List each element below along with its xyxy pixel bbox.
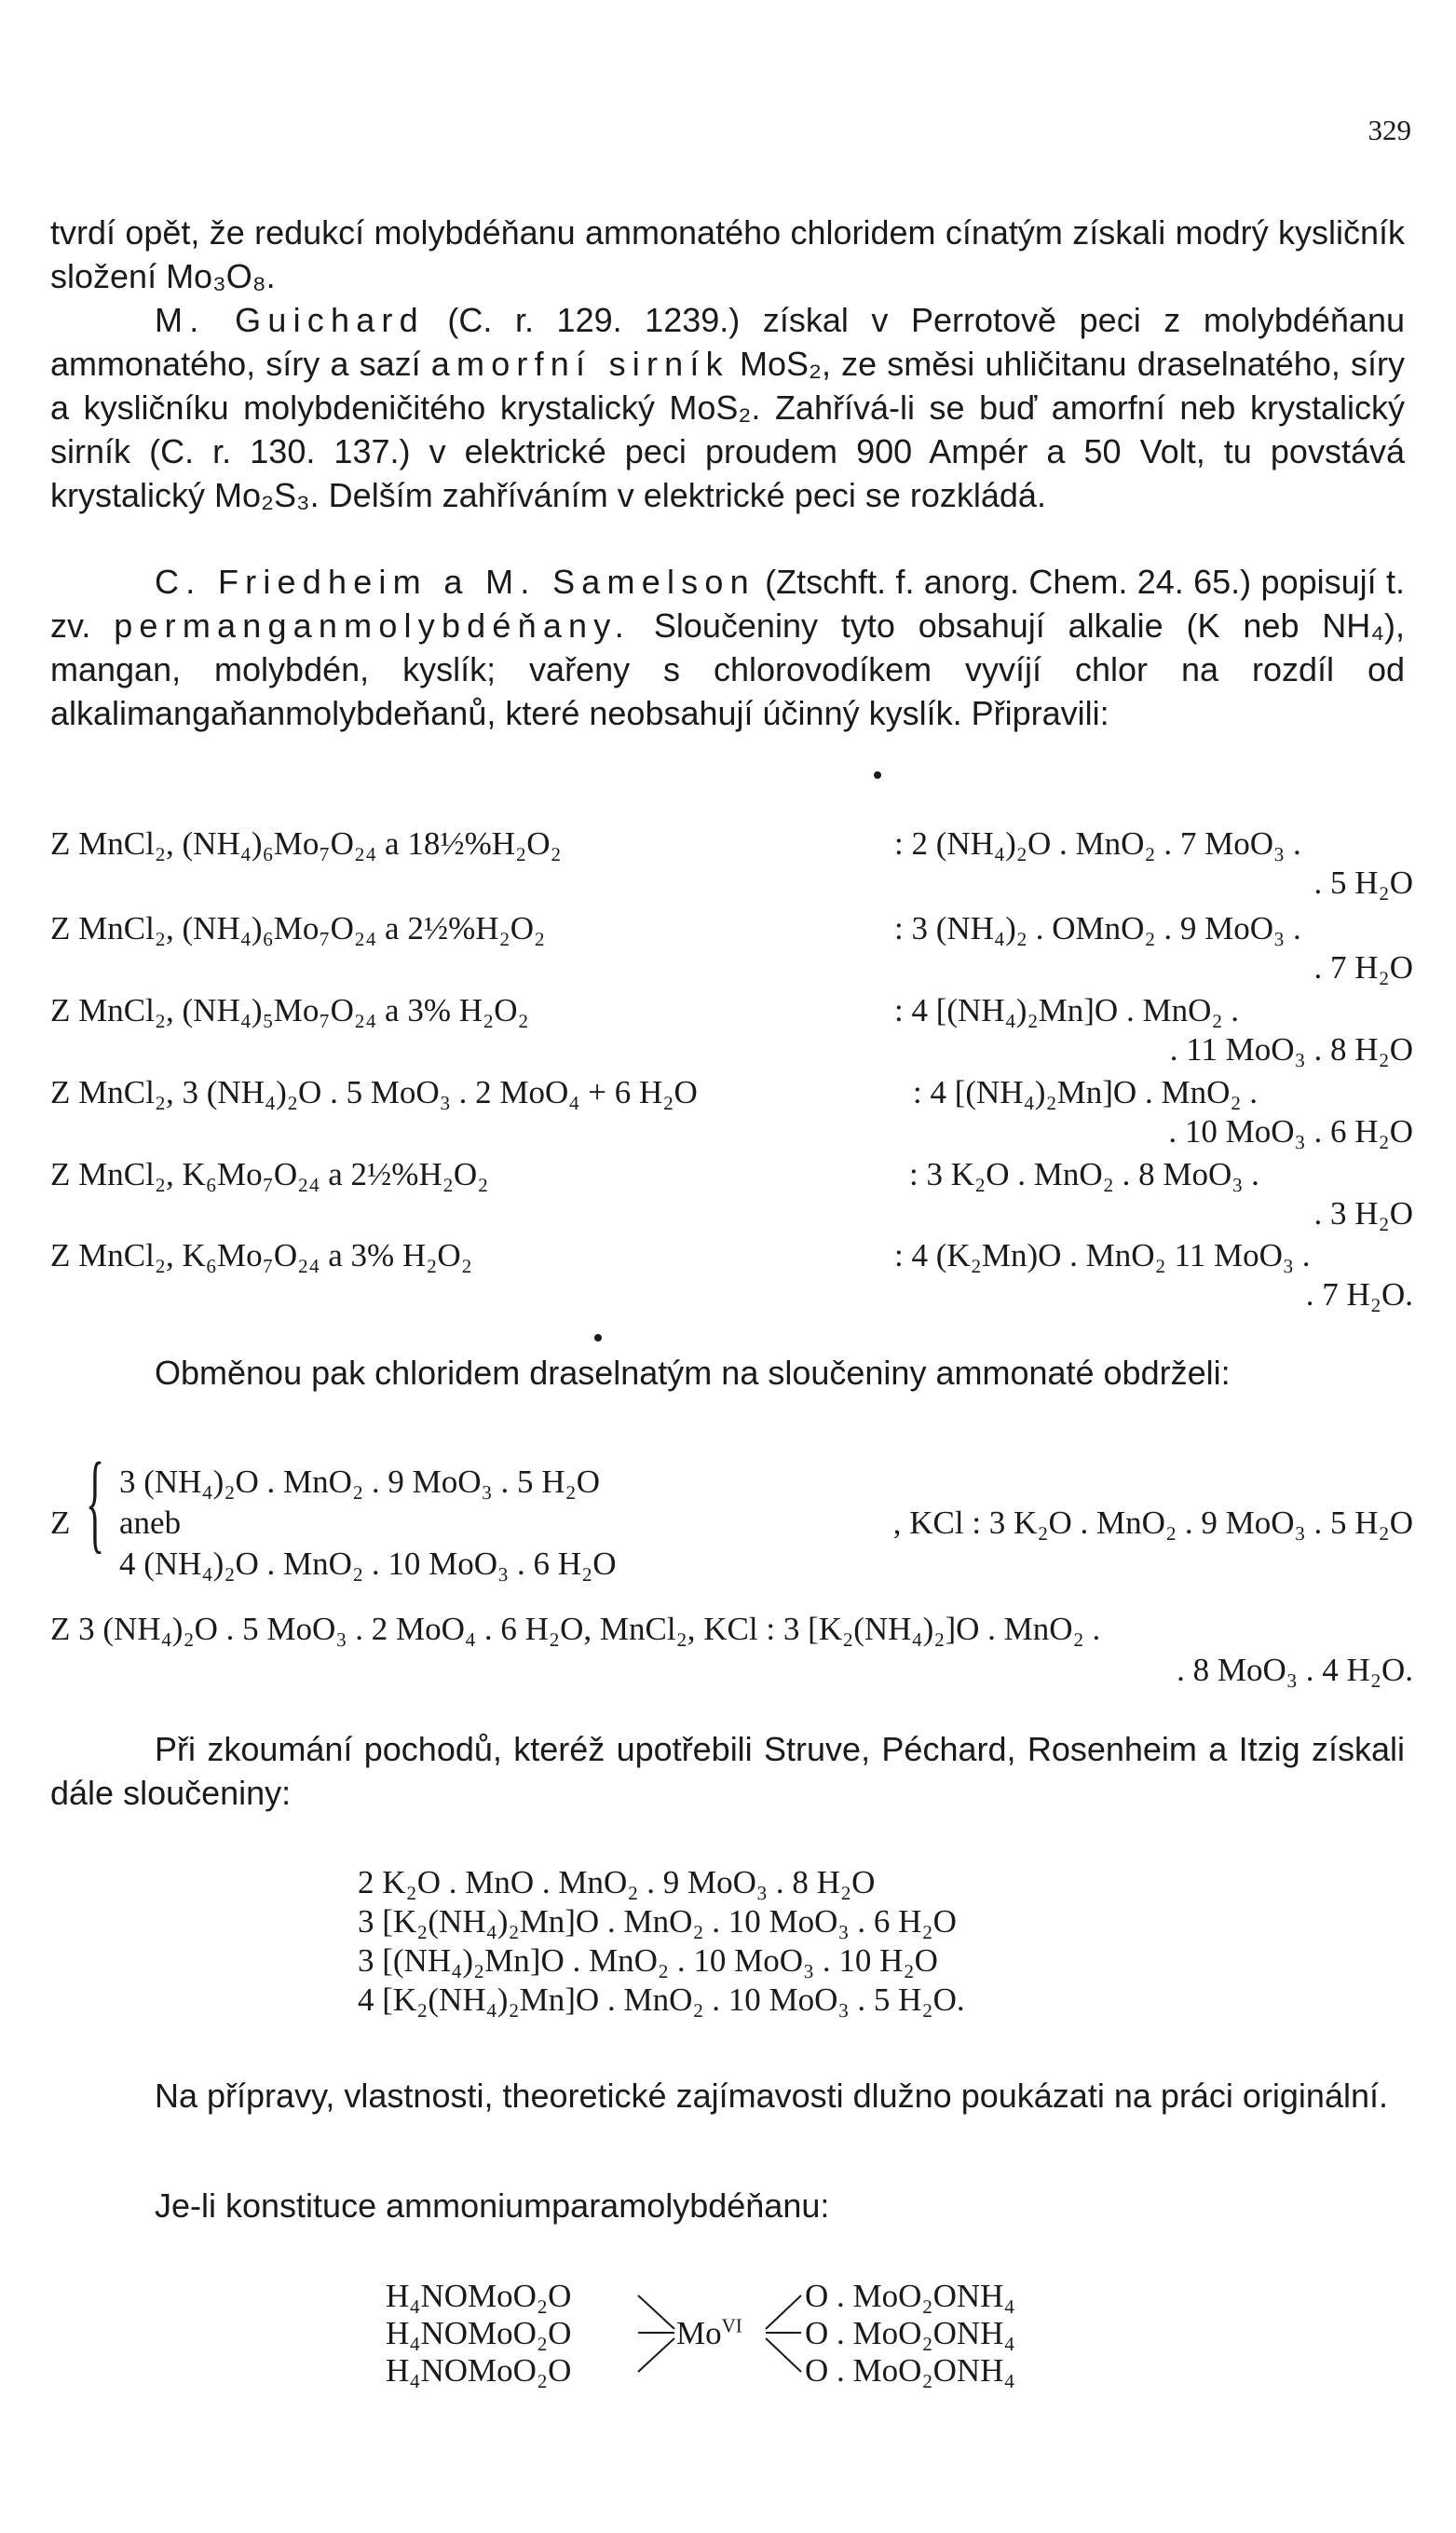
structure-center-atom: Mo [676, 2315, 722, 2351]
paragraph-1: tvrdí opět, že redukcí molybdéňanu ammonatého chloridem cínatým získali modrý kysličník složení Mo₃O₈. [50, 213, 1405, 295]
reaction-3-left: Z MnCl₂, (NH₄)₅Mo₇O₂₄ a 3% H₂O₂ [50, 992, 529, 1028]
curly-brace-symbol: { [86, 1439, 105, 1563]
paragraph-2-rest: MoS₂, ze směsi uhličitanu draselnatého, síry a kysličníku molybdeničitého krystalický MoS₂. Zahřívá-li se buď amorfní neb krystalický sirník (C. r. 130. 137.) v elektrické peci proudem 900 Ampér a 50 Volt, tu povstává krystalický Mo₂S₃. Delším zahříváním v elektrické peci se rozkládá. [50, 345, 1405, 514]
bond-line [766, 2338, 801, 2372]
structure-right-3: O . MoO₂ONH₄ [805, 2352, 1015, 2389]
emphasis-permanganmolybdenany: permanganmolybdéňany. [114, 606, 631, 645]
reaction-6-cont: . 7 H₂O. [1305, 1276, 1413, 1313]
paragraph-4: Obměnou pak chloridem draselnatým na sloučeniny ammonaté obdrželi: [155, 1354, 1231, 1392]
emphasis-amorfni-sirnik: amorfní sirník [430, 345, 729, 383]
reaction-2-right: : 3 (NH₄)₂ . OMnO₂ . 9 MoO₃ . [894, 910, 1301, 946]
paragraph-7: Je-li konstituce ammoniumparamolybdéňanu: [155, 2186, 830, 2225]
reaction-last-line-2: . 8 MoO₃ . 4 H₂O. [1177, 1652, 1413, 1688]
authors-friedheim-samelson: C. Friedheim a M. Samelson [155, 563, 755, 601]
structure-left-1: H₄NOMoO₂O [386, 2278, 572, 2314]
reaction-1-cont: . 5 H₂O [1313, 865, 1413, 901]
compound-item: 2 K₂O . MnO . MnO₂ . 9 MoO₃ . 8 H₂O [358, 1864, 876, 1900]
reaction-3-right: : 4 [(NH₄)₂Mn]O . MnO₂ . [894, 992, 1240, 1028]
reaction-5-left: Z MnCl₂, K₆Mo₇O₂₄ a 2½%H₂O₂ [50, 1156, 489, 1192]
reaction-2-left: Z MnCl₂, (NH₄)₆Mo₇O₂₄ a 2½%H₂O₂ [50, 910, 546, 946]
bond-line [638, 2338, 674, 2372]
reaction-4-right: : 4 [(NH₄)₂Mn]O . MnO₂ . [913, 1074, 1259, 1110]
structure-center-valence: VI [721, 2314, 742, 2337]
paragraph-3-text: popisují t. zv. [50, 563, 1405, 645]
reaction-4-cont: . 10 MoO₃ . 6 H₂O [1168, 1113, 1413, 1150]
compound-item: 3 [K₂(NH₄)₂Mn]O . MnO₂ . 10 MoO₃ . 6 H₂O [358, 1903, 957, 1940]
reference-ztschft: (Ztschft. f. anorg. Chem. 24. 65.) [765, 563, 1252, 601]
structure-right-2: O . MoO₂ONH₄ [805, 2315, 1015, 2351]
reaction-5-cont: . 3 H₂O [1313, 1195, 1413, 1232]
brace-line-2: aneb [119, 1505, 182, 1541]
reaction-6-right: : 4 (K₂Mn)O . MnO₂ 11 MoO₃ . [894, 1237, 1311, 1273]
brace-line-1: 3 (NH₄)₂O . MnO₂ . 9 MoO₃ . 5 H₂O [119, 1464, 600, 1500]
bond-line [766, 2295, 801, 2329]
paragraph-5: Při zkoumání pochodů, kteréž upotřebili Struve, Péchard, Rosenheim a Itzig získali dále sloučeniny: [50, 1730, 1405, 1812]
structure-left-3: H₄NOMoO₂O [386, 2352, 572, 2389]
reaction-3-cont: . 11 MoO₃ . 8 H₂O [1169, 1031, 1413, 1068]
reaction-2-cont: . 7 H₂O [1313, 949, 1413, 986]
brace-line-3: 4 (NH₄)₂O . MnO₂ . 10 MoO₃ . 6 H₂O [119, 1546, 617, 1582]
reaction-4-left: Z MnCl₂, 3 (NH₄)₂O . 5 MoO₃ . 2 MoO₄ + 6 H₂O [50, 1074, 698, 1110]
reference-cr-129: (C. r. 129. 1239.) [447, 301, 741, 339]
reaction-1-left: Z MnCl₂, (NH₄)₆Mo₇O₂₄ a 18½%H₂O₂ [50, 825, 562, 862]
compound-item: 3 [(NH₄)₂Mn]O . MnO₂ . 10 MoO₃ . 10 H₂O [358, 1942, 938, 1979]
brace-prefix: Z [50, 1505, 71, 1541]
reaction-1-right: : 2 (NH₄)₂O . MnO₂ . 7 MoO₃ . [894, 825, 1301, 862]
brace-result: , KCl : 3 K₂O . MnO₂ . 9 MoO₃ . 5 H₂O [892, 1505, 1413, 1541]
compound-item: 4 [K₂(NH₄)₂Mn]O . MnO₂ . 10 MoO₃ . 5 H₂O. [358, 1981, 965, 2018]
paragraph-6: Na přípravy, vlastnosti, theoretické zajímavosti dlužno poukázati na práci originální. [155, 2077, 1388, 2115]
reaction-5-right: : 3 K₂O . MnO₂ . 8 MoO₃ . [909, 1156, 1259, 1192]
structure-left-2: H₄NOMoO₂O [386, 2315, 572, 2351]
structure-right-1: O . MoO₂ONH₄ [805, 2278, 1015, 2314]
reaction-last-line-1: Z 3 (NH₄)₂O . 5 MoO₃ . 2 MoO₄ . 6 H₂O, MnCl₂, KCl : 3 [K₂(NH₄)₂]O . MnO₂ . [50, 1611, 1101, 1647]
page-number: 329 [1368, 114, 1411, 146]
bond-line [638, 2295, 674, 2329]
author-guichard: M. Guichard [155, 301, 425, 339]
paragraph-3-rest: Sloučeniny tyto obsahují alkalie (K neb NH₄), mangan, molybdén, kyslík; vařeny s chlorovodíkem vyvíjí chlor na rozdíl od alkalimangaňanmolybdeňanů, které neobsahují účinný kyslík. Připravili: [50, 606, 1405, 732]
reaction-6-left: Z MnCl₂, K₆Mo₇O₂₄ a 3% H₂O₂ [50, 1237, 472, 1273]
paragraph-2-text: získal v Perrotově peci z molybdéňanu ammonatého, síry a sazí [50, 301, 1405, 383]
